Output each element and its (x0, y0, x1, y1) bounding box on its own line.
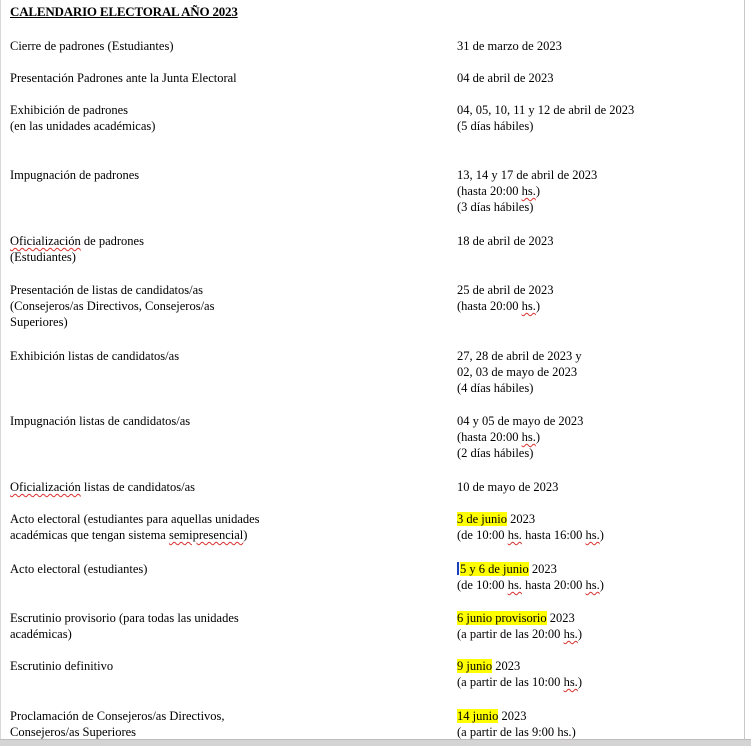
date-escrutinio-provisorio (457, 610, 582, 642)
date-text: (a partir de las 10:00 hs.) (457, 675, 582, 689)
event-text: académicas) (10, 627, 72, 641)
event-text: Presentación Padrones ante la Junta Electoral (10, 71, 237, 85)
date-cierre-padrones (457, 38, 562, 54)
event-text: Oficialización de padrones (10, 234, 144, 248)
event-text: Escrutinio definitivo (10, 659, 114, 673)
date-text: 10 de mayo de 2023 (457, 480, 559, 494)
horizontal-scrollbar-track[interactable] (0, 739, 751, 746)
date-text: 18 de abril de 2023 (457, 234, 554, 248)
event-text: Escrutinio provisorio (para todas las unidades (10, 611, 239, 625)
date-text: 3 de junio 2023 (457, 512, 536, 526)
date-text: 31 de marzo de 2023 (457, 39, 562, 53)
event-text: Proclamación de Consejeros/as Directivos, (10, 709, 225, 723)
date-text: 14 junio 2023 (457, 709, 527, 723)
date-text: (de 10:00 hs. hasta 16:00 hs.) (457, 528, 604, 542)
date-text: (3 días hábiles) (457, 200, 534, 214)
date-impugnacion-listas (457, 413, 583, 461)
document-title: CALENDARIO ELECTORAL AÑO 2023 (10, 4, 238, 19)
date-text: (5 días hábiles) (457, 119, 534, 133)
date-text: (4 días hábiles) (457, 381, 534, 395)
date-text: (de 10:00 hs. hasta 20:00 hs.) (457, 578, 604, 592)
date-text: (2 días hábiles) (457, 446, 534, 460)
event-text: Oficialización listas de candidatos/as (10, 480, 196, 494)
date-text: 27, 28 de abril de 2023 y (457, 349, 582, 363)
event-oficializacion-listas (10, 479, 195, 495)
date-presentacion-padrones (457, 70, 554, 86)
event-escrutinio-provisorio (10, 610, 239, 642)
date-text: (a partir de las 20:00 hs.) (457, 627, 582, 641)
event-text: académicas que tengan sistema semipresencial) (10, 528, 248, 542)
event-text: Presentación de listas de candidatos/as (10, 283, 203, 297)
date-acto-electoral-semipresencial (457, 511, 604, 543)
event-escrutinio-definitivo (10, 658, 113, 674)
date-oficializacion-listas (457, 479, 558, 495)
event-oficializacion-padrones (10, 233, 144, 265)
event-acto-electoral (10, 561, 147, 577)
event-text: (Consejeros/as Directivos, Consejeros/as (10, 299, 215, 313)
date-text: 02, 03 de mayo de 2023 (457, 365, 578, 379)
date-text: 6 junio provisorio 2023 (457, 611, 575, 625)
date-text: 25 de abril de 2023 (457, 283, 554, 297)
date-text: 9 junio 2023 (457, 659, 521, 673)
event-text: Exhibición de padrones (10, 103, 129, 117)
date-text: 5 y 6 de junio 2023 (457, 561, 604, 577)
event-impugnacion-padrones (10, 167, 139, 183)
date-oficializacion-padrones (457, 233, 554, 249)
event-text: (Estudiantes) (10, 250, 76, 264)
event-proclamacion (10, 708, 225, 740)
event-text: Consejeros/as Superiores (10, 725, 137, 739)
event-text: Superiores) (10, 315, 68, 329)
event-text: (en las unidades académicas) (10, 119, 156, 133)
event-text: Impugnación listas de candidatos/as (10, 414, 191, 428)
event-exhibicion-padrones (10, 102, 155, 134)
date-exhibicion-listas (457, 348, 582, 396)
event-impugnacion-listas (10, 413, 190, 429)
date-text: 04, 05, 10, 11 y 12 de abril de 2023 (457, 103, 635, 117)
date-exhibicion-padrones (457, 102, 634, 134)
date-text: (hasta 20:00 hs.) (457, 430, 540, 444)
date-impugnacion-padrones (457, 167, 597, 215)
event-text: Cierre de padrones (Estudiantes) (10, 39, 174, 53)
event-text: Exhibición listas de candidatos/as (10, 349, 180, 363)
date-escrutinio-definitivo (457, 658, 582, 690)
date-acto-electoral (457, 561, 604, 593)
date-text: 13, 14 y 17 de abril de 2023 (457, 168, 598, 182)
date-text: (hasta 20:00 hs.) (457, 299, 540, 313)
event-exhibicion-listas (10, 348, 179, 364)
date-proclamacion (457, 708, 576, 740)
event-cierre-padrones (10, 38, 173, 54)
event-text: Acto electoral (estudiantes) (10, 562, 148, 576)
date-presentacion-listas (457, 282, 554, 314)
event-presentacion-padrones (10, 70, 237, 86)
event-text: Impugnación de padrones (10, 168, 140, 182)
date-text: (hasta 20:00 hs.) (457, 184, 540, 198)
date-text: (a partir de las 9:00 hs.) (457, 725, 576, 739)
event-acto-electoral-semipresencial (10, 511, 260, 543)
text-cursor (457, 562, 459, 575)
date-text: 04 de abril de 2023 (457, 71, 554, 85)
event-text: Acto electoral (estudiantes para aquellas unidades (10, 512, 260, 526)
event-presentacion-listas (10, 282, 214, 330)
date-text: 04 y 05 de mayo de 2023 (457, 414, 584, 428)
